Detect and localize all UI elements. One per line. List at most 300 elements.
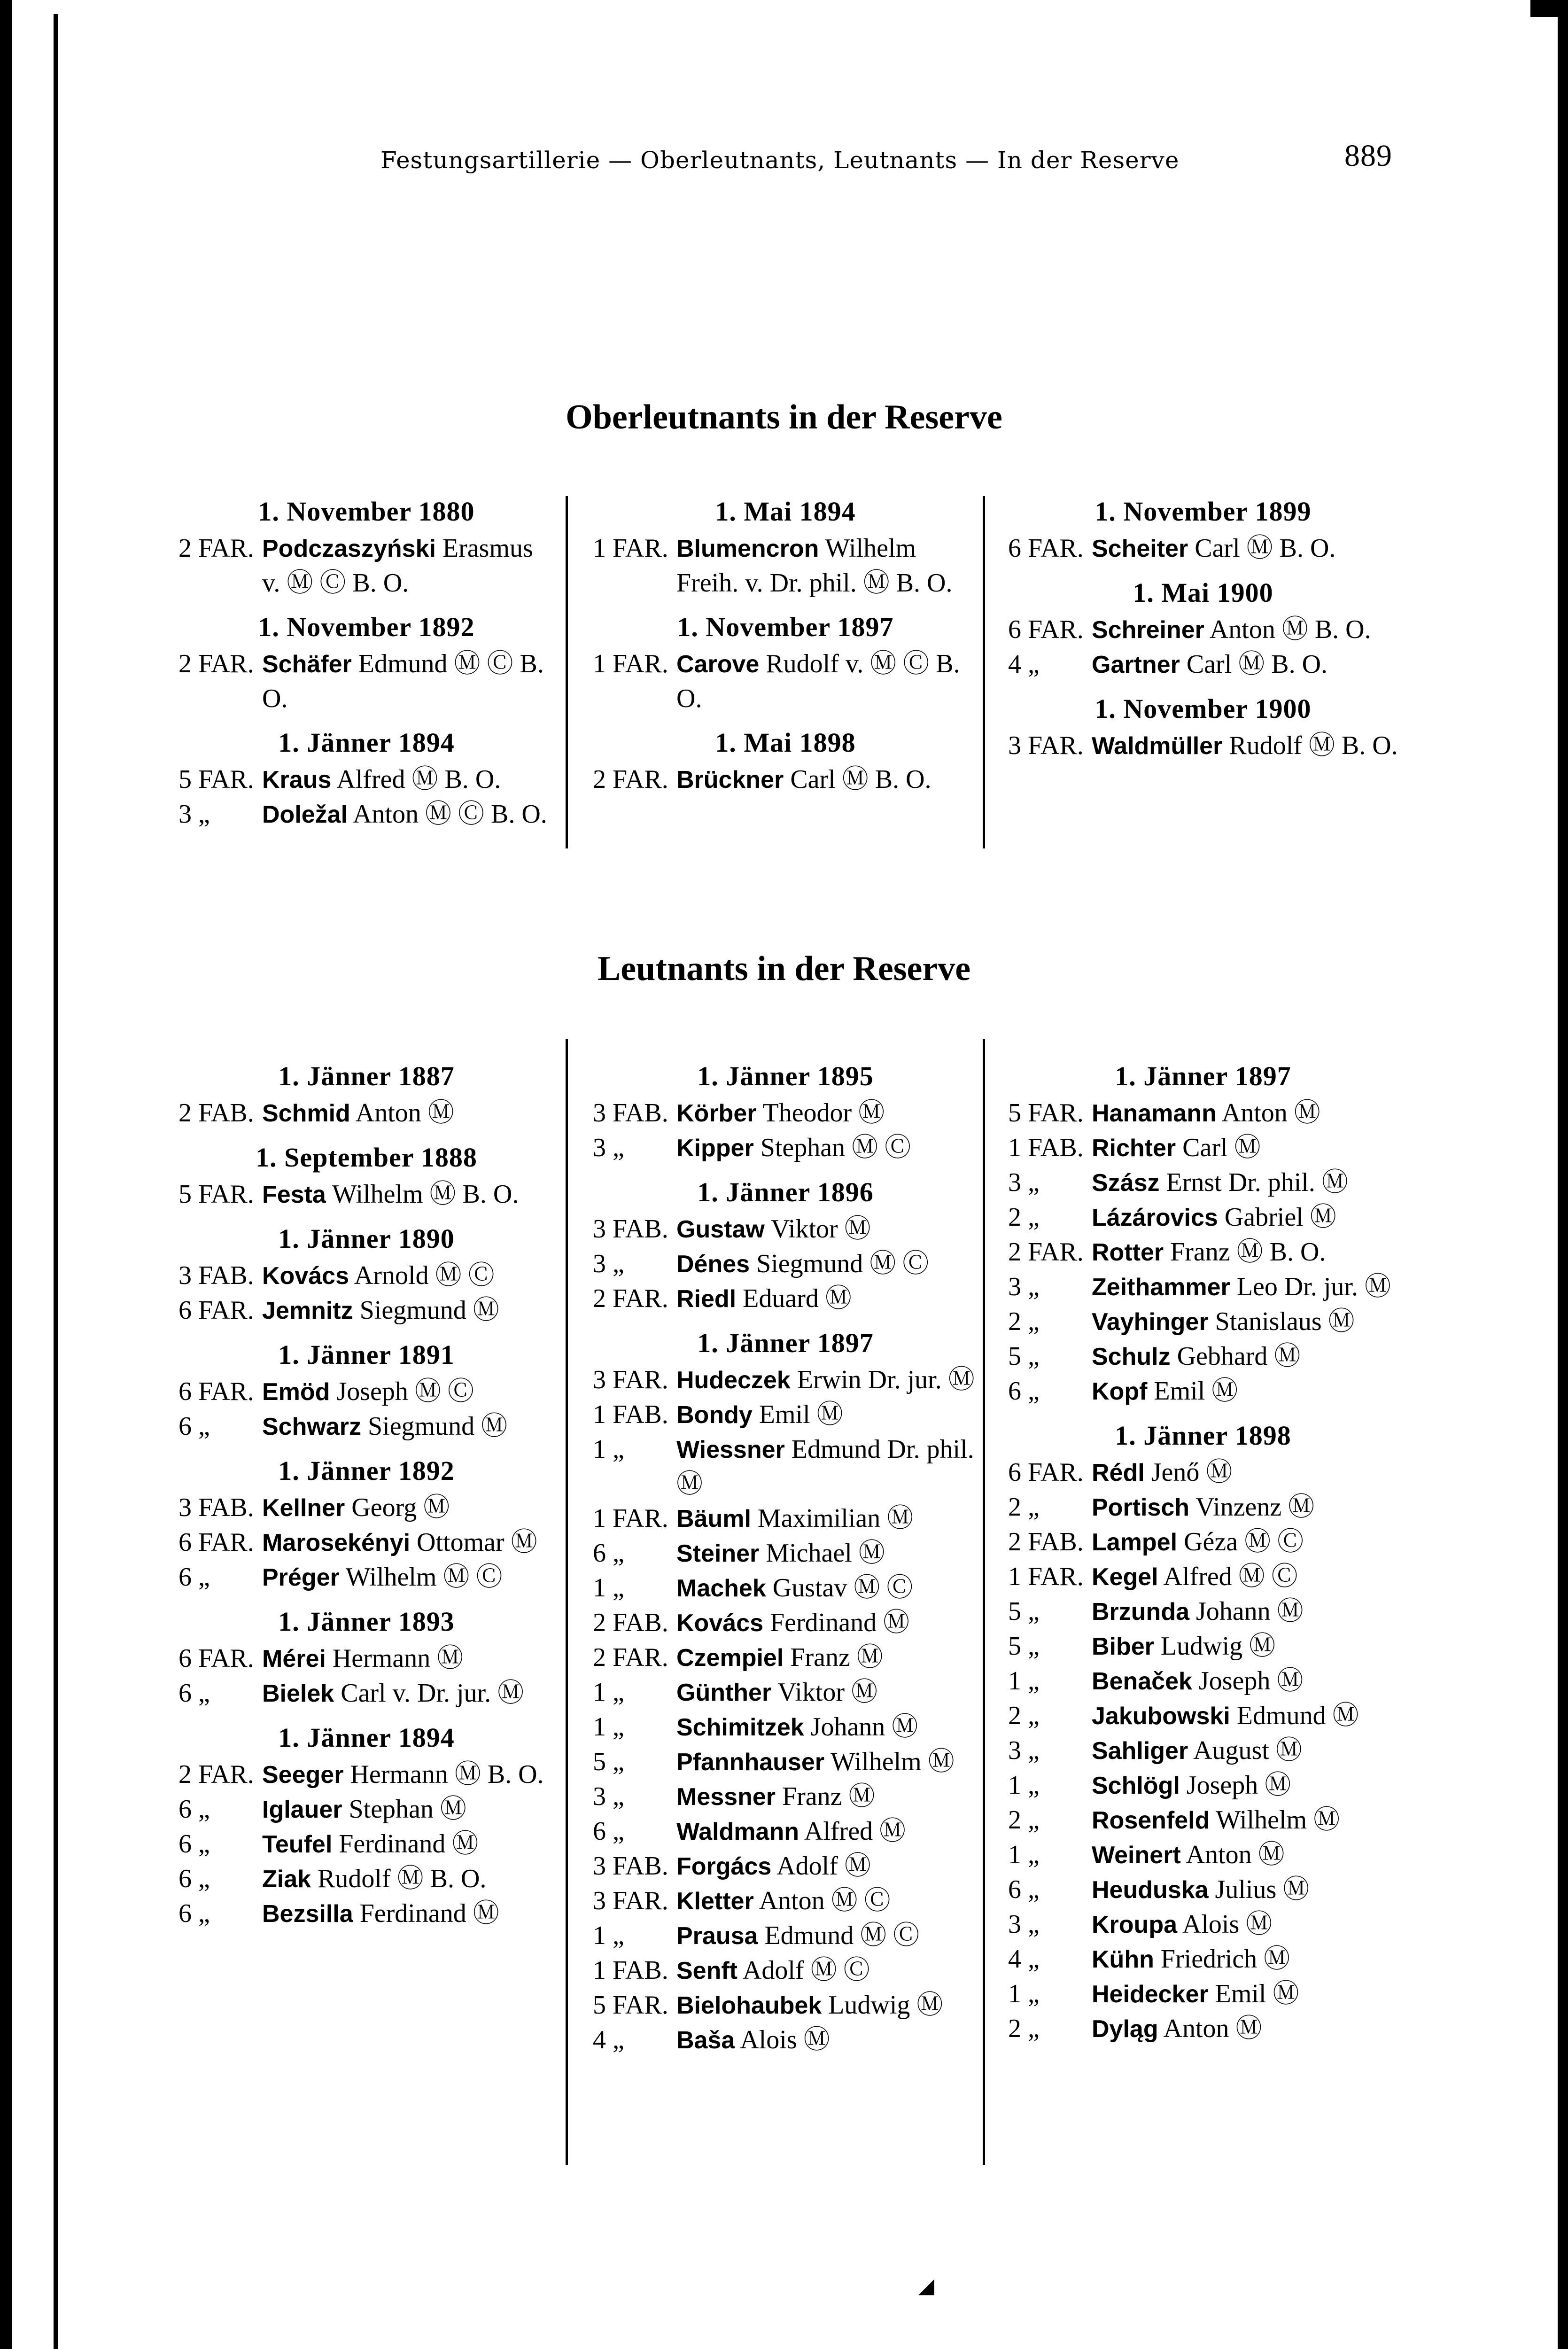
unit: 6 „	[179, 1563, 210, 1592]
details: Anton Ⓜ Ⓒ B. O.	[352, 800, 547, 829]
details: Géza Ⓜ Ⓒ	[1184, 1527, 1304, 1556]
date-heading: 1. September 1888	[256, 1142, 477, 1173]
details: Rudolf Ⓜ B. O.	[318, 1864, 487, 1893]
list-item	[1008, 1699, 1398, 1734]
list-item	[1008, 1629, 1398, 1664]
list-item	[179, 531, 554, 600]
details: Ferdinand Ⓜ	[770, 1608, 910, 1637]
leut-column-3	[1008, 1059, 1398, 2046]
surname: Hudeczek	[676, 1367, 791, 1394]
unit: 5 „	[1008, 1597, 1040, 1626]
details: Jenő Ⓜ	[1151, 1458, 1233, 1487]
page-number: 889	[1344, 139, 1392, 173]
details: Emil Ⓜ	[759, 1400, 843, 1429]
details: Erasmus v. Ⓜ Ⓒ B. O.	[262, 534, 533, 598]
list-item	[1008, 1455, 1398, 1490]
details: Franz Ⓜ B. O.	[1170, 1237, 1326, 1267]
unit: 1 FAR.	[1008, 1562, 1084, 1591]
surname: Ziak	[262, 1866, 311, 1893]
unit: 1 FAR.	[593, 1504, 668, 1533]
unit: 6 FAR.	[179, 1377, 254, 1406]
details: Franz Ⓜ	[790, 1643, 883, 1672]
unit: 2 FAR.	[593, 765, 668, 794]
list-item	[593, 1710, 978, 1745]
surname: Rotter	[1092, 1239, 1164, 1266]
unit: 2 FAR.	[179, 1760, 254, 1789]
unit: 1 „	[593, 1678, 624, 1707]
surname: Zeithammer	[1092, 1274, 1230, 1301]
unit: 4 „	[593, 2025, 624, 2054]
date-heading: 1. Jänner 1895	[697, 1061, 874, 1091]
details: Anton Ⓜ	[1186, 1840, 1285, 1869]
unit: 6 „	[179, 1795, 210, 1824]
unit: 1 FAB.	[593, 1400, 668, 1429]
leut-column-1	[179, 1059, 554, 1931]
unit: 6 „	[1008, 1875, 1040, 1904]
details: Stephan Ⓜ Ⓒ	[760, 1133, 911, 1162]
details: Adolf Ⓜ Ⓒ	[742, 1956, 870, 1985]
list-item	[1008, 1131, 1398, 1166]
list-item	[1008, 531, 1398, 566]
list-item	[1008, 1096, 1398, 1131]
details: Michael Ⓜ	[766, 1539, 885, 1568]
list-item	[1008, 1942, 1398, 1977]
unit: 3 „	[1008, 1168, 1040, 1197]
list-item	[1008, 613, 1398, 647]
date-heading: 1. November 1899	[1094, 496, 1312, 527]
list-item	[179, 1525, 554, 1560]
unit: 4 „	[1008, 1945, 1040, 1974]
details: Joseph Ⓜ	[1186, 1771, 1291, 1800]
surname: Heuduska	[1092, 1876, 1209, 1904]
details: Julius Ⓜ	[1215, 1875, 1310, 1904]
surname: Bielohaubek	[676, 1992, 822, 2019]
details: Stephan Ⓜ	[349, 1795, 466, 1824]
details: Rudolf Ⓜ B. O.	[1229, 731, 1398, 760]
date-heading: 1. Mai 1900	[1133, 577, 1273, 608]
details: Joseph Ⓜ Ⓒ	[336, 1377, 474, 1406]
surname: Dyląg	[1092, 2015, 1158, 2043]
details: Edmund Ⓜ Ⓒ B. O.	[262, 649, 544, 713]
surname: Blumencron	[676, 535, 819, 562]
list-item	[179, 1560, 554, 1595]
list-item	[1008, 1664, 1398, 1699]
ober-column-2	[593, 494, 978, 797]
unit: 3 „	[1008, 1272, 1040, 1301]
details: Siegmund Ⓜ	[367, 1412, 508, 1441]
date-heading: 1. Jänner 1897	[697, 1328, 874, 1358]
surname: Brückner	[676, 766, 784, 793]
list-item	[593, 647, 978, 716]
unit: 5 „	[1008, 1342, 1040, 1371]
unit: 2 „	[1008, 1493, 1040, 1522]
surname: Benaček	[1092, 1668, 1192, 1695]
unit: 2 FAR.	[179, 534, 254, 563]
unit: 3 FAR.	[1008, 731, 1084, 760]
column-rule	[566, 1039, 568, 2165]
surname: Bezsilla	[262, 1900, 353, 1928]
surname: Doležal	[262, 801, 348, 828]
list-item	[1008, 1907, 1398, 1942]
page-edge	[54, 14, 58, 2349]
surname: Waldmann	[676, 1818, 799, 1845]
details: Anton Ⓜ	[355, 1098, 454, 1128]
surname: Schwarz	[262, 1413, 361, 1440]
unit: 3 FAB.	[179, 1261, 254, 1290]
list-item	[179, 1792, 554, 1827]
list-item	[593, 1536, 978, 1571]
unit: 2 FAR.	[1008, 1237, 1084, 1267]
list-item	[1008, 1803, 1398, 1838]
details: Carl Ⓜ B. O.	[1186, 650, 1328, 679]
unit: 6 „	[179, 1679, 210, 1708]
list-item	[593, 762, 978, 797]
details: Wilhelm Ⓜ Ⓒ	[345, 1563, 503, 1592]
surname: Carove	[676, 651, 760, 678]
list-item	[1008, 1525, 1398, 1560]
unit: 3 FAR.	[593, 1886, 668, 1915]
details: Vinzenz Ⓜ	[1195, 1493, 1315, 1522]
surname: Kraus	[262, 766, 332, 793]
unit: 5 FAR.	[1008, 1098, 1084, 1128]
details: Rudolf v. Ⓜ Ⓒ B. O.	[676, 649, 960, 713]
date-heading: 1. November 1880	[258, 496, 475, 527]
details: Carl Ⓜ	[1182, 1133, 1261, 1162]
surname: Sahliger	[1092, 1737, 1188, 1765]
details: Alfred Ⓜ Ⓒ	[1163, 1562, 1298, 1591]
date-heading: 1. Jänner 1893	[278, 1606, 455, 1637]
surname: Podczaszyński	[262, 535, 436, 562]
surname: Waldmüller	[1092, 732, 1223, 760]
unit: 3 „	[593, 1782, 624, 1811]
list-item	[1008, 1374, 1398, 1409]
list-item	[593, 1571, 978, 1606]
surname: Czempiel	[676, 1644, 784, 1672]
surname: Richter	[1092, 1135, 1176, 1162]
details: Viktor Ⓜ	[777, 1678, 878, 1707]
surname: Jakubowski	[1092, 1703, 1230, 1730]
list-item	[593, 1212, 978, 1247]
surname: Kegel	[1092, 1563, 1158, 1591]
list-item	[593, 1606, 978, 1641]
unit: 3 „	[593, 1249, 624, 1278]
surname: Iglauer	[262, 1796, 342, 1823]
surname: Festa	[262, 1181, 326, 1208]
list-item	[179, 647, 554, 716]
unit: 6 FAR.	[179, 1296, 254, 1325]
details: Edmund Dr. phil. Ⓜ	[676, 1435, 974, 1499]
surname: Gustaw	[676, 1216, 765, 1243]
surname: Préger	[262, 1564, 340, 1591]
date-heading: 1. Jänner 1892	[278, 1455, 455, 1486]
unit: 6 „	[179, 1412, 210, 1441]
unit: 3 FAB.	[593, 1851, 668, 1881]
list-item	[593, 1282, 978, 1316]
surname: Körber	[676, 1100, 757, 1127]
list-item	[1008, 1838, 1398, 1873]
details: Joseph Ⓜ	[1198, 1666, 1304, 1696]
section-title-leutnants: Leutnants in der Reserve	[597, 949, 971, 988]
surname: Jemnitz	[262, 1297, 353, 1324]
unit: 1 „	[593, 1921, 624, 1950]
surname: Brzunda	[1092, 1598, 1189, 1626]
details: Johann Ⓜ	[810, 1712, 918, 1742]
surname: Wiessner	[676, 1436, 785, 1463]
unit: 6 „	[179, 1829, 210, 1859]
unit: 1 „	[1008, 1979, 1040, 2008]
list-item	[593, 1363, 978, 1398]
surname: Teufel	[262, 1831, 333, 1858]
list-item	[1008, 1166, 1398, 1200]
surname: Lampel	[1092, 1529, 1178, 1556]
list-item	[1008, 1200, 1398, 1235]
details: Hermann Ⓜ B. O.	[350, 1760, 544, 1789]
list-item	[593, 1988, 978, 2023]
list-item	[593, 1745, 978, 1780]
surname: Schäfer	[262, 651, 352, 678]
list-item	[593, 1398, 978, 1432]
column-rule	[983, 1039, 985, 2165]
details: Emil Ⓜ	[1215, 1979, 1299, 2008]
surname: Emöd	[262, 1378, 330, 1406]
details: Hermann Ⓜ	[332, 1644, 464, 1673]
list-item	[1008, 1235, 1398, 1270]
details: Gustav Ⓜ Ⓒ	[772, 1573, 913, 1602]
surname: Kipper	[676, 1135, 754, 1162]
details: Franz Ⓜ	[782, 1782, 875, 1811]
details: Alfred Ⓜ	[804, 1817, 906, 1846]
details: Ludwig Ⓜ	[1160, 1632, 1276, 1661]
surname: Heidecker	[1092, 1981, 1209, 2008]
list-item	[1008, 1270, 1398, 1305]
details: Friedrich Ⓜ	[1160, 1945, 1290, 1974]
date-heading: 1. Jänner 1897	[1115, 1061, 1291, 1091]
details: Wilhelm Ⓜ B. O.	[332, 1180, 519, 1209]
surname: Biber	[1092, 1633, 1154, 1660]
details: Carl v. Dr. jur. Ⓜ	[341, 1679, 524, 1708]
ober-column-1	[179, 494, 554, 832]
unit: 6 FAR.	[1008, 534, 1084, 563]
details: Stanislaus Ⓜ	[1215, 1307, 1355, 1336]
details: Wilhelm Freih. v. Dr. phil. Ⓜ B. O.	[676, 534, 953, 598]
list-item	[1008, 1339, 1398, 1374]
details: Anton Ⓜ	[1163, 2014, 1262, 2043]
unit: 6 FAR.	[179, 1644, 254, 1673]
surname: Gartner	[1092, 651, 1180, 678]
list-item	[179, 1375, 554, 1409]
surname: Schlögl	[1092, 1772, 1180, 1799]
details: Gabriel Ⓜ	[1224, 1203, 1336, 1232]
unit: 1 FAR.	[593, 649, 668, 678]
date-heading: 1. Jänner 1887	[278, 1061, 455, 1091]
surname: Prausa	[676, 1922, 758, 1950]
unit: 2 „	[1008, 1805, 1040, 1835]
unit: 6 „	[593, 1817, 624, 1846]
surname: Riedl	[676, 1285, 737, 1313]
unit: 2 „	[1008, 1307, 1040, 1336]
section-title-oberleutnants: Oberleutnants in der Reserve	[566, 398, 1002, 436]
unit: 3 „	[179, 800, 210, 829]
details: Siegmund Ⓜ	[359, 1296, 499, 1325]
unit: 6 „	[1008, 1377, 1040, 1406]
surname: Kühn	[1092, 1946, 1154, 1973]
unit: 1 FAR.	[593, 534, 668, 563]
scan-corner	[1530, 0, 1568, 17]
list-item	[179, 1827, 554, 1862]
surname: Kovács	[676, 1610, 763, 1637]
list-item	[593, 1953, 978, 1988]
list-item	[593, 1780, 978, 1814]
unit: 1 „	[1008, 1666, 1040, 1696]
details: Maximilian Ⓜ	[757, 1504, 914, 1533]
unit: 3 FAB.	[593, 1214, 668, 1244]
list-item	[593, 1675, 978, 1710]
leut-column-2	[593, 1059, 978, 2058]
surname: Rosenfeld	[1092, 1807, 1210, 1834]
date-heading: 1. Jänner 1890	[278, 1223, 455, 1254]
surname: Messner	[676, 1783, 776, 1811]
unit: 5 „	[1008, 1632, 1040, 1661]
details: Anton Ⓜ	[1221, 1098, 1320, 1128]
date-heading: 1. Jänner 1894	[278, 1722, 455, 1753]
surname: Pfannhauser	[676, 1749, 824, 1776]
date-heading: 1. Jänner 1894	[278, 727, 455, 758]
details: Ferdinand Ⓜ	[359, 1899, 499, 1928]
unit: 1 „	[593, 1435, 624, 1464]
list-item	[1008, 1560, 1398, 1595]
unit: 6 FAR.	[1008, 1458, 1084, 1487]
surname: Mérei	[262, 1645, 326, 1672]
list-item	[593, 1814, 978, 1849]
details: Ludwig Ⓜ	[828, 1991, 943, 2020]
date-heading: 1. Mai 1898	[715, 727, 856, 758]
date-heading: 1. Jänner 1891	[278, 1339, 455, 1370]
column-rule	[983, 496, 985, 848]
details: Edmund Ⓜ	[1236, 1701, 1359, 1730]
list-item	[593, 1131, 978, 1166]
details: Ernst Dr. phil. Ⓜ	[1166, 1168, 1348, 1197]
surname: Dénes	[676, 1251, 750, 1278]
unit: 1 „	[593, 1712, 624, 1742]
unit: 2 FAR.	[179, 649, 254, 678]
surname: Kopf	[1092, 1378, 1148, 1405]
surname: Schimitzek	[676, 1714, 804, 1741]
details: Eduard Ⓜ	[743, 1284, 852, 1313]
list-item	[1008, 1734, 1398, 1768]
date-heading: 1. Mai 1894	[715, 496, 856, 527]
list-item	[179, 1096, 554, 1131]
list-item	[1008, 647, 1398, 682]
list-item	[593, 531, 978, 600]
header-title: Festungsartillerie — Oberleutnants, Leutnants — In der Reserve	[380, 147, 1180, 174]
surname: Szász	[1092, 1169, 1160, 1197]
unit: 1 „	[1008, 1771, 1040, 1800]
list-item	[593, 1096, 978, 1131]
surname: Kellner	[262, 1494, 345, 1522]
details: Georg Ⓜ	[351, 1493, 450, 1522]
surname: Schulz	[1092, 1343, 1171, 1370]
unit: 2 FAB.	[179, 1098, 254, 1128]
details: Alois Ⓜ	[740, 2025, 830, 2054]
unit: 6 FAR.	[179, 1528, 254, 1557]
list-item	[179, 1676, 554, 1711]
surname: Steiner	[676, 1540, 760, 1567]
details: Alois Ⓜ	[1182, 1910, 1273, 1939]
ober-column-3	[1008, 494, 1398, 763]
date-heading: 1. November 1892	[258, 612, 475, 642]
list-item	[1008, 1305, 1398, 1339]
list-item	[593, 1247, 978, 1282]
surname: Machek	[676, 1575, 766, 1602]
surname: Scheiter	[1092, 535, 1188, 562]
surname: Marosekényi	[262, 1529, 411, 1556]
list-item	[1008, 1768, 1398, 1803]
details: Leo Dr. jur. Ⓜ	[1236, 1272, 1391, 1301]
unit: 6 FAR.	[1008, 615, 1084, 644]
list-item	[593, 1432, 978, 1501]
details: Siegmund Ⓜ Ⓒ	[756, 1249, 929, 1278]
unit: 1 FAB.	[593, 1956, 668, 1985]
unit: 2 „	[1008, 1701, 1040, 1730]
unit: 2 FAR.	[593, 1284, 668, 1313]
details: Alfred Ⓜ B. O.	[336, 765, 501, 794]
unit: 3 „	[593, 1133, 624, 1162]
details: Gebhard Ⓜ	[1177, 1342, 1301, 1371]
unit: 2 FAR.	[593, 1643, 668, 1672]
surname: Hanamann	[1092, 1100, 1217, 1127]
list-item	[179, 1862, 554, 1897]
unit: 3 FAR.	[593, 1365, 668, 1394]
unit: 4 „	[1008, 650, 1040, 679]
list-item	[593, 1849, 978, 1884]
unit: 2 FAB.	[593, 1608, 668, 1637]
list-item	[593, 1501, 978, 1536]
details: Wilhelm Ⓜ	[1216, 1805, 1340, 1835]
surname: Forgács	[676, 1853, 772, 1880]
details: Wilhelm Ⓜ	[830, 1747, 955, 1776]
list-item	[179, 1491, 554, 1525]
list-item	[1008, 1595, 1398, 1629]
surname: Kletter	[676, 1888, 754, 1915]
surname: Lázárovics	[1092, 1204, 1218, 1231]
details: Anton Ⓜ B. O.	[1209, 615, 1371, 644]
list-item	[593, 1919, 978, 1953]
details: Johann Ⓜ	[1196, 1597, 1304, 1626]
unit: 5 FAR.	[179, 1180, 254, 1209]
list-item	[179, 1293, 554, 1328]
surname: Bäuml	[676, 1505, 751, 1532]
unit: 3 FAB.	[179, 1493, 254, 1522]
date-heading: 1. Jänner 1898	[1115, 1420, 1291, 1451]
unit: 6 „	[179, 1899, 210, 1928]
unit: 3 „	[1008, 1736, 1040, 1765]
list-item	[179, 1409, 554, 1444]
date-heading: 1. November 1900	[1094, 693, 1312, 724]
unit: 3 „	[1008, 1910, 1040, 1939]
surname: Schmid	[262, 1100, 350, 1127]
smudge-mark: ◢	[918, 2274, 934, 2297]
unit: 1 „	[1008, 1840, 1040, 1869]
column-rule	[566, 496, 568, 848]
surname: Bondy	[676, 1401, 753, 1429]
unit: 6 „	[593, 1539, 624, 1568]
details: Arnold Ⓜ Ⓒ	[354, 1261, 495, 1290]
surname: Schreiner	[1092, 616, 1204, 644]
details: Ottomar Ⓜ	[417, 1528, 537, 1557]
list-item	[179, 1641, 554, 1676]
details: Theodor Ⓜ	[762, 1098, 885, 1128]
list-item	[179, 1177, 554, 1212]
